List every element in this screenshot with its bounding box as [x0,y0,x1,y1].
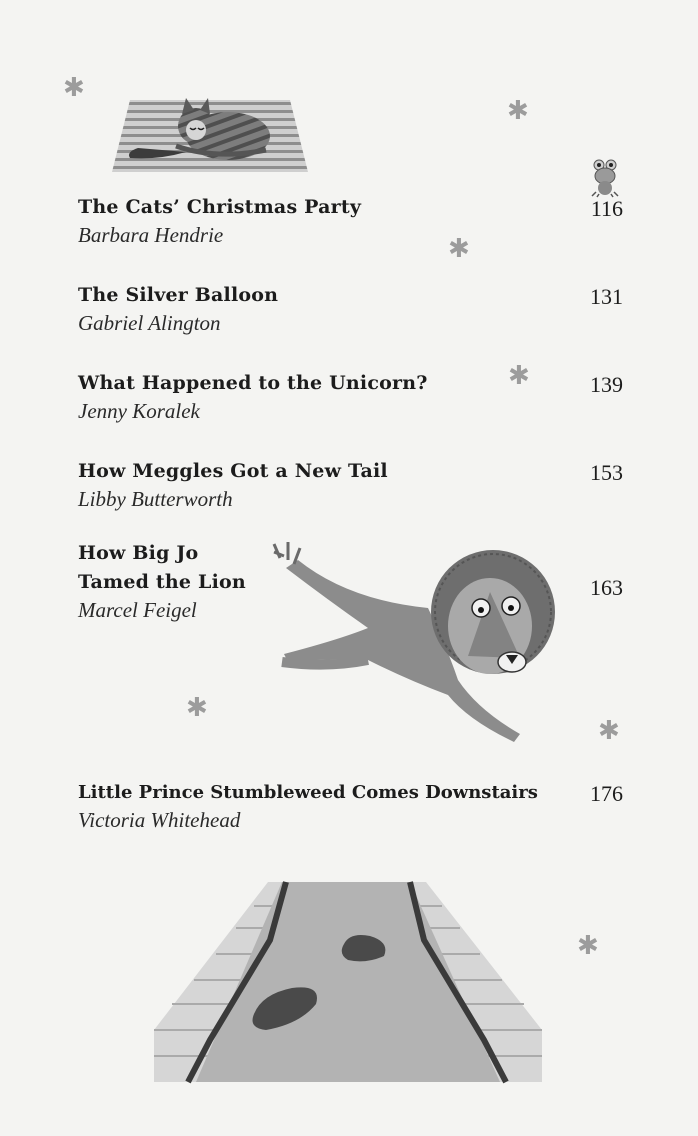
story-title: What Happened to the Unicorn? [78,372,428,394]
story-title: The Silver Balloon [78,284,279,306]
story-author: Marcel Feigel [78,598,197,622]
star-icon: ✱ [448,234,470,264]
star-icon: ✱ [508,361,530,391]
toc-entry[interactable] [78,539,623,624]
star-icon: ✱ [507,96,529,126]
star-icon: ✱ [186,693,208,723]
story-author: Barbara Hendrie [78,223,224,247]
star-icon: ✱ [63,73,85,103]
story-title: Tamed the Lion [78,571,246,593]
page-number: 131 [590,284,623,309]
frog-illustration [590,158,620,198]
story-title: The Cats’ Christmas Party [78,196,362,218]
toc-entry[interactable] [78,281,623,337]
story-title: How Meggles Got a New Tail [78,460,388,482]
story-author: Jenny Koralek [78,399,200,423]
story-author: Victoria Whitehead [78,808,241,832]
star-icon: ✱ [577,931,599,961]
story-author: Gabriel Alington [78,311,221,335]
toc-entry[interactable] [78,193,623,249]
story-author: Libby Butterworth [78,487,233,511]
star-icon: ✱ [598,716,620,746]
page-number: 176 [590,781,623,806]
page-number: 116 [590,196,623,221]
toc-entry[interactable] [78,369,623,425]
toc-entry[interactable] [78,457,623,513]
page-number: 139 [590,372,623,397]
story-title: How Big Jo [78,542,199,564]
staircase-illustration [154,880,542,1090]
toc-entry[interactable] [78,778,623,834]
story-title: Little Prince Stumbleweed Comes Downstairs [78,782,538,803]
page-number: 163 [590,575,623,600]
sleeping-cat-illustration [108,86,313,178]
page-number: 153 [590,460,623,485]
